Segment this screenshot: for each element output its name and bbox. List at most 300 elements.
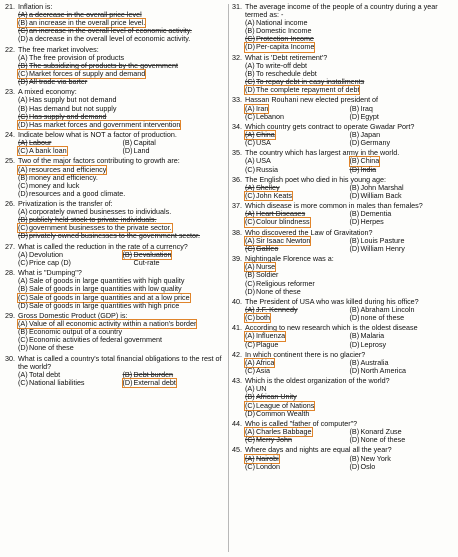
option-list bbox=[232, 184, 454, 200]
option-text: Iran bbox=[256, 103, 269, 113]
option-content bbox=[18, 232, 200, 240]
selected-answer-option bbox=[245, 192, 350, 200]
option-text: John Marshal bbox=[360, 182, 404, 192]
option-text: Sale of goods in large quantities with low quality bbox=[29, 284, 182, 294]
option-content bbox=[18, 344, 74, 352]
answer-option bbox=[350, 113, 455, 121]
option-content bbox=[350, 436, 406, 444]
answer-option bbox=[245, 341, 350, 349]
question-text: Privatization is the transfer of: bbox=[18, 199, 113, 209]
question-item bbox=[232, 377, 454, 417]
option-letter: (A) bbox=[245, 156, 255, 166]
question-number: 24. bbox=[5, 129, 15, 139]
question-number: 23. bbox=[5, 87, 15, 97]
option-content bbox=[245, 367, 270, 375]
option-letter: (C) bbox=[18, 26, 28, 36]
option-text: African Unity bbox=[256, 392, 297, 402]
question-number: 33. bbox=[232, 95, 242, 105]
option-text: Capital bbox=[133, 138, 156, 148]
answer-option bbox=[18, 232, 227, 240]
option-letter: (B) bbox=[122, 249, 133, 259]
answer-option bbox=[245, 288, 454, 296]
selected-answer-option bbox=[18, 147, 123, 155]
option-text: government businesses to the private sector. bbox=[29, 223, 172, 233]
question-text: Gross Domestic Product (GDP) is: bbox=[18, 310, 128, 320]
question-item bbox=[232, 351, 454, 375]
option-text: Africa bbox=[256, 357, 275, 367]
question-number: 39. bbox=[232, 254, 242, 264]
option-content bbox=[245, 463, 280, 471]
option-letter: (A) bbox=[245, 384, 255, 394]
option-text: National liabilities bbox=[29, 377, 85, 387]
selected-answer-option bbox=[245, 43, 454, 51]
question-item bbox=[232, 255, 454, 295]
option-letter: (A) bbox=[18, 95, 28, 105]
question-text: The President of USA who was killed during his office? bbox=[245, 296, 419, 306]
option-letter: (C) bbox=[18, 68, 28, 78]
question-item bbox=[5, 269, 227, 309]
option-list bbox=[232, 306, 454, 322]
option-list bbox=[5, 251, 227, 267]
option-text: League of Nations bbox=[256, 400, 315, 410]
option-text: corporately owned businesses to individuals. bbox=[29, 207, 172, 217]
option-letter: (B) bbox=[122, 369, 133, 379]
answer-option bbox=[18, 190, 227, 198]
option-text: Iraq bbox=[360, 103, 373, 113]
option-letter: (D) bbox=[349, 339, 360, 349]
option-content bbox=[18, 190, 125, 198]
option-list bbox=[232, 131, 454, 147]
option-content bbox=[350, 245, 405, 253]
selected-answer-option bbox=[245, 218, 350, 226]
option-content bbox=[18, 147, 67, 155]
answer-option bbox=[350, 463, 455, 471]
option-letter: (C) bbox=[18, 180, 28, 190]
option-letter: (A) bbox=[245, 331, 255, 341]
question-number: 41. bbox=[232, 323, 242, 333]
option-letter: (D) bbox=[349, 164, 360, 174]
option-letter: (C) bbox=[18, 377, 28, 387]
answer-option bbox=[18, 78, 227, 86]
question-number: 27. bbox=[5, 241, 15, 251]
answer-option bbox=[245, 245, 350, 253]
question-text: The country which has largest army in the world. bbox=[245, 148, 400, 158]
option-letter: (C) bbox=[245, 77, 255, 87]
option-list bbox=[232, 210, 454, 226]
option-content bbox=[18, 35, 190, 43]
option-letter: (B) bbox=[349, 304, 360, 314]
question-number: 26. bbox=[5, 199, 15, 209]
option-letter: (B) bbox=[122, 138, 133, 148]
option-letter: (B) bbox=[245, 68, 255, 78]
answer-option bbox=[350, 436, 455, 444]
option-letter: (C) bbox=[18, 335, 28, 345]
option-letter: (A) bbox=[245, 129, 255, 139]
option-text: Has supply but not demand bbox=[29, 95, 117, 105]
option-text: Common Wealth bbox=[256, 408, 310, 418]
option-letter: (A) bbox=[245, 103, 255, 113]
question-item bbox=[5, 46, 227, 86]
question-header bbox=[5, 355, 227, 371]
question-item bbox=[5, 88, 227, 128]
question-text: In which continent there is no glacier? bbox=[245, 349, 366, 359]
option-letter: (C) bbox=[245, 243, 255, 253]
option-letter: (C) bbox=[245, 217, 255, 227]
option-text: None of these bbox=[256, 286, 301, 296]
option-text: an increase in the overall price level. bbox=[29, 18, 146, 28]
option-text: J.F. Kennedy bbox=[256, 304, 298, 314]
question-item bbox=[232, 96, 454, 120]
option-text: Value of all economic activity within a nation's border bbox=[29, 318, 197, 328]
option-content bbox=[245, 245, 278, 253]
option-text: Sale of goods in large quantities with high price bbox=[29, 300, 180, 310]
option-letter: (B) bbox=[349, 427, 360, 437]
question-text: Which is the oldest organization of the world? bbox=[245, 376, 390, 386]
question-item bbox=[232, 54, 454, 94]
option-list bbox=[5, 11, 227, 43]
option-content bbox=[245, 113, 284, 121]
option-letter: (B) bbox=[349, 129, 360, 139]
option-text: Merry John bbox=[256, 435, 292, 445]
question-item bbox=[232, 176, 454, 200]
option-text: Sir Isaac Newton bbox=[256, 235, 311, 245]
option-letter: (B) bbox=[245, 270, 255, 280]
selected-answer-option bbox=[18, 121, 227, 129]
option-content bbox=[350, 341, 387, 349]
option-text: an increase in the overall level of economic activity. bbox=[29, 26, 192, 36]
option-letter: (B) bbox=[18, 60, 28, 70]
option-text: To repay debt in easy installments bbox=[256, 77, 365, 87]
question-text: What is called a country's total financial obligations to the rest of the world? bbox=[18, 353, 222, 371]
option-text: All trade via barter bbox=[29, 77, 88, 87]
option-letter: (A) bbox=[245, 235, 255, 245]
option-text: The free provision of products bbox=[29, 52, 125, 62]
answer-option bbox=[245, 463, 350, 471]
question-item bbox=[5, 131, 227, 155]
option-text: Devaluation bbox=[133, 249, 172, 259]
option-letter: (B) bbox=[18, 18, 28, 28]
option-text: External debt bbox=[133, 377, 176, 387]
option-list bbox=[232, 455, 454, 471]
option-letter: (B) bbox=[18, 103, 28, 113]
option-letter: (C) bbox=[18, 292, 28, 302]
option-letter: (C) bbox=[18, 111, 28, 121]
option-list bbox=[5, 208, 227, 240]
option-letter: (D) bbox=[122, 377, 133, 387]
option-letter: (B) bbox=[349, 357, 360, 367]
option-text: a decrease in the overall price level bbox=[29, 10, 142, 20]
option-text: resources and a good climate. bbox=[29, 188, 126, 198]
option-text: London bbox=[256, 461, 280, 471]
question-text: The free market involves: bbox=[18, 44, 99, 54]
option-letter: (D) bbox=[18, 188, 28, 198]
option-letter: (A) bbox=[245, 357, 255, 367]
option-list bbox=[232, 428, 454, 444]
option-content bbox=[245, 192, 292, 200]
option-list bbox=[5, 166, 227, 198]
option-text: Per-capita Income bbox=[256, 42, 315, 52]
option-letter: (D) bbox=[349, 111, 360, 121]
question-text: Two of the major factors contributing to growth are: bbox=[18, 156, 180, 166]
option-content bbox=[350, 463, 376, 471]
answer-option bbox=[350, 245, 455, 253]
question-item bbox=[232, 149, 454, 173]
question-number: 36. bbox=[232, 174, 242, 184]
option-letter: (C) bbox=[245, 366, 255, 375]
option-text: William Back bbox=[360, 191, 402, 200]
option-text: Malaria bbox=[360, 331, 385, 341]
question-text: A mixed economy: bbox=[18, 87, 77, 97]
option-content bbox=[245, 86, 359, 94]
selected-answer-option bbox=[123, 379, 228, 387]
question-number: 42. bbox=[232, 349, 242, 359]
option-text: Nurse bbox=[256, 262, 276, 272]
option-text: Japan bbox=[360, 129, 381, 139]
option-letter: (D) bbox=[245, 408, 255, 418]
option-text: China bbox=[360, 156, 380, 166]
option-content bbox=[350, 314, 405, 322]
option-letter: (C) bbox=[245, 461, 255, 471]
answer-option bbox=[18, 259, 123, 267]
option-text: privately owned businesses to the government sector. bbox=[29, 231, 200, 241]
option-text: Oslo bbox=[360, 461, 376, 471]
option-content bbox=[245, 341, 278, 349]
option-text: Russia bbox=[256, 164, 278, 174]
option-letter: (A) bbox=[245, 209, 255, 219]
option-list bbox=[232, 237, 454, 253]
option-letter: (B) bbox=[349, 235, 360, 245]
option-text: Protection Income bbox=[256, 34, 314, 44]
question-number: 37. bbox=[232, 201, 242, 211]
option-letter: (A) bbox=[245, 453, 255, 463]
question-number: 43. bbox=[232, 376, 242, 386]
option-letter: (C) bbox=[245, 278, 255, 288]
option-text: Economic output of a country bbox=[29, 327, 123, 337]
option-letter: (A) bbox=[245, 60, 255, 70]
option-letter: (B) bbox=[349, 453, 360, 463]
option-letter: (B) bbox=[349, 182, 360, 192]
option-list bbox=[5, 277, 227, 309]
option-text: UN bbox=[256, 384, 267, 394]
option-letter: (B) bbox=[349, 209, 360, 219]
option-text: Colour blindness bbox=[256, 217, 310, 227]
option-text: Nairobi bbox=[256, 453, 279, 463]
answer-option bbox=[350, 367, 455, 375]
question-number: 21. bbox=[5, 2, 15, 11]
question-item bbox=[232, 202, 454, 226]
question-text: What is "Dumping"? bbox=[18, 268, 82, 278]
option-letter: (A) bbox=[18, 249, 28, 259]
option-list bbox=[5, 96, 227, 128]
answer-option bbox=[123, 147, 228, 155]
option-content bbox=[18, 78, 87, 86]
option-letter: (B) bbox=[349, 103, 360, 113]
question-number: 34. bbox=[232, 121, 242, 131]
option-text: publicly held stock to private individuals. bbox=[29, 215, 157, 225]
question-item bbox=[232, 229, 454, 253]
option-list bbox=[5, 371, 227, 387]
question-item bbox=[232, 123, 454, 147]
option-letter: (D) bbox=[18, 77, 28, 87]
option-text: USA bbox=[256, 156, 271, 166]
option-text: India bbox=[360, 164, 377, 174]
question-number: 30. bbox=[5, 353, 15, 363]
question-text: Who is called "father of computer"? bbox=[245, 418, 358, 428]
question-text: Hassan Rouhani new elected president of bbox=[245, 95, 379, 105]
option-text: None of these bbox=[360, 435, 406, 445]
option-text: money and luck bbox=[29, 180, 80, 190]
answer-option bbox=[18, 35, 227, 43]
option-text: Religious reformer bbox=[256, 278, 315, 288]
question-item bbox=[5, 157, 227, 197]
option-content bbox=[18, 379, 85, 387]
answer-option bbox=[350, 314, 455, 322]
option-text: Labour bbox=[29, 138, 52, 148]
answer-option bbox=[123, 259, 228, 267]
option-letter: (A) bbox=[18, 276, 28, 286]
option-letter: (D) bbox=[349, 217, 360, 227]
option-text: William Henry bbox=[360, 243, 405, 253]
option-text: Louis Pasture bbox=[360, 235, 405, 245]
option-text: a decrease in the overall level of economic activity. bbox=[29, 34, 191, 44]
option-list bbox=[5, 139, 227, 155]
question-text: What is called the reduction in the rate of a currency? bbox=[18, 241, 188, 251]
question-item bbox=[232, 446, 454, 470]
option-letter: (B) bbox=[349, 156, 360, 166]
question-text: According to new research which is the oldest disease bbox=[245, 323, 418, 333]
option-content bbox=[18, 121, 180, 129]
answer-option bbox=[350, 192, 455, 200]
option-content bbox=[123, 147, 150, 155]
question-number: 29. bbox=[5, 310, 15, 320]
option-letter: (A) bbox=[18, 369, 28, 379]
option-letter: (A) bbox=[18, 138, 28, 148]
option-letter: (B) bbox=[349, 331, 360, 341]
option-text: resources and efficiency bbox=[29, 164, 107, 174]
answer-option bbox=[245, 139, 350, 147]
option-text: Sale of goods in large quantities and at a low price bbox=[29, 292, 190, 302]
option-letter: (C) bbox=[245, 339, 255, 349]
option-content bbox=[245, 43, 314, 51]
option-text: Has market forces and government intervention bbox=[29, 119, 181, 129]
column-divider bbox=[228, 4, 229, 552]
option-letter: (B) bbox=[245, 26, 255, 36]
option-text: Sale of goods in large quantities with high quality bbox=[29, 276, 185, 286]
question-item bbox=[232, 298, 454, 322]
question-text: Which disease is more common in males than females? bbox=[245, 201, 423, 211]
option-letter: (A) bbox=[245, 262, 255, 272]
option-letter: (D) bbox=[245, 42, 255, 52]
option-list bbox=[232, 385, 454, 417]
option-letter: (D) bbox=[122, 146, 133, 156]
option-letter: (C) bbox=[245, 164, 255, 174]
option-content bbox=[245, 436, 292, 444]
option-letter: (C) bbox=[245, 435, 255, 445]
option-letter: (D) bbox=[349, 191, 360, 200]
option-text: Total debt bbox=[29, 369, 61, 379]
option-text: Charles Babbage bbox=[256, 427, 312, 437]
option-letter: (D) bbox=[18, 119, 28, 129]
question-item bbox=[5, 200, 227, 240]
option-content bbox=[18, 259, 71, 267]
option-letter: (D) bbox=[245, 286, 255, 296]
option-text: none of these bbox=[360, 313, 405, 323]
question-item bbox=[232, 324, 454, 348]
option-list bbox=[232, 332, 454, 348]
option-letter: (B) bbox=[245, 392, 255, 402]
option-text: Australia bbox=[360, 357, 389, 367]
option-text: Soldier bbox=[256, 270, 279, 280]
question-text: The average income of the people of a country during a year termed as: - bbox=[245, 2, 438, 20]
option-text: Debt burden bbox=[133, 369, 174, 379]
option-content bbox=[245, 139, 271, 147]
answer-option bbox=[245, 410, 454, 418]
option-content bbox=[245, 288, 301, 296]
answer-option bbox=[245, 166, 350, 174]
option-text: To reschedule debt bbox=[256, 68, 317, 78]
option-letter: (B) bbox=[18, 284, 28, 294]
option-text: Market forces of supply and demand bbox=[29, 68, 146, 78]
option-text: Leprosy bbox=[360, 339, 387, 349]
selected-answer-option bbox=[245, 86, 454, 94]
option-text: None of these bbox=[29, 343, 74, 353]
option-content bbox=[245, 314, 270, 322]
option-letter: (C) bbox=[245, 400, 255, 410]
option-letter: (C) bbox=[18, 257, 28, 267]
option-list bbox=[232, 62, 454, 94]
option-letter: (D) bbox=[349, 366, 360, 375]
question-number: 45. bbox=[232, 445, 242, 455]
question-item bbox=[232, 420, 454, 444]
option-letter: (D) bbox=[349, 435, 360, 445]
option-letter: (A) bbox=[18, 207, 28, 217]
option-content bbox=[123, 259, 160, 267]
question-number: 31. bbox=[232, 2, 242, 11]
option-letter: (C) bbox=[245, 111, 255, 121]
question-text: Nightingale Florence was a: bbox=[245, 254, 334, 264]
option-text: Land bbox=[133, 146, 150, 156]
option-list bbox=[232, 263, 454, 295]
option-letter: (D) bbox=[18, 300, 28, 310]
option-text: Devolution bbox=[29, 249, 63, 259]
option-text: Domestic Income bbox=[256, 26, 312, 36]
option-list bbox=[232, 359, 454, 375]
question-number: 40. bbox=[232, 296, 242, 306]
option-letter: (A) bbox=[18, 164, 28, 174]
option-text: Dementia bbox=[360, 209, 392, 219]
option-text: Plague bbox=[256, 339, 279, 349]
option-text: New York bbox=[360, 453, 391, 463]
option-letter: (C) bbox=[245, 34, 255, 44]
question-text: Which country gets contract to operate Gwadar Port? bbox=[245, 121, 415, 131]
option-text: both bbox=[256, 313, 270, 323]
option-letter: (D) bbox=[18, 34, 28, 44]
right-question-column bbox=[232, 3, 454, 473]
option-letter: (D) bbox=[349, 243, 360, 253]
option-text: John Keats bbox=[256, 191, 292, 200]
question-number: 35. bbox=[232, 148, 242, 158]
option-letter bbox=[123, 259, 134, 267]
option-letter: (B) bbox=[18, 327, 28, 337]
answer-option bbox=[350, 341, 455, 349]
option-letter: (D) bbox=[349, 313, 360, 323]
option-text: Herpes bbox=[360, 217, 384, 227]
option-text: Lebanon bbox=[256, 111, 284, 121]
option-content bbox=[245, 218, 310, 226]
answer-option bbox=[350, 218, 455, 226]
option-text: Cut-rate bbox=[133, 257, 160, 267]
selected-answer-option bbox=[245, 314, 350, 322]
